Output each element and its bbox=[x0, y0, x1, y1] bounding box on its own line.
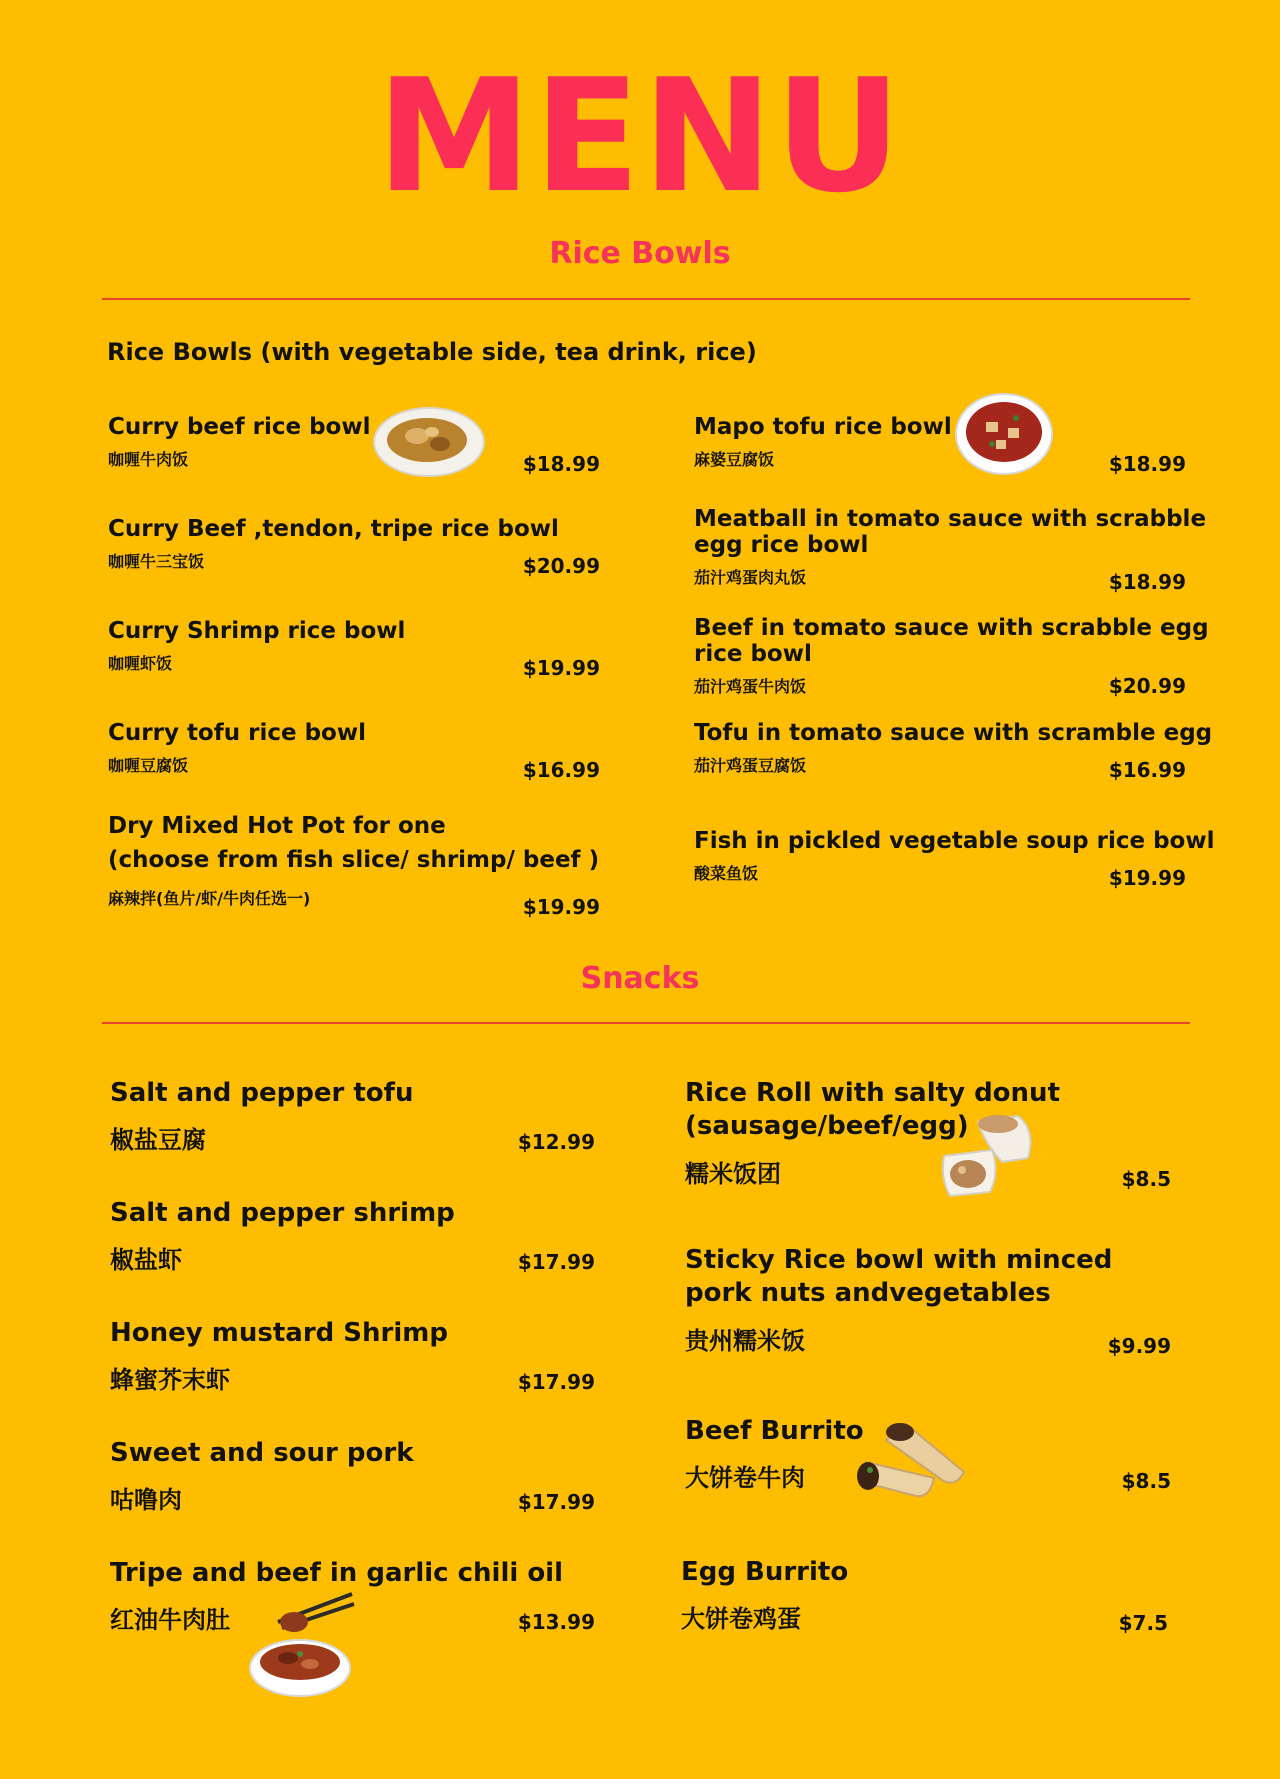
item-price: $12.99 bbox=[517, 1130, 595, 1154]
menu-item bbox=[108, 619, 405, 674]
rice-roll-image bbox=[940, 1112, 1040, 1198]
item-name-chinese: 红油牛肉肚 bbox=[110, 1606, 230, 1635]
item-name-chinese: 茄汁鸡蛋豆腐饭 bbox=[694, 755, 807, 775]
menu-item bbox=[108, 517, 559, 572]
item-price: $17.99 bbox=[517, 1370, 595, 1394]
item-name: Curry Beef ,tendon, tripe rice bowl bbox=[108, 516, 559, 542]
item-price: $17.99 bbox=[517, 1490, 595, 1514]
menu-item bbox=[685, 1415, 864, 1493]
menu-item bbox=[685, 1244, 1112, 1356]
item-price: $16.99 bbox=[522, 758, 600, 782]
item-price: $20.99 bbox=[1108, 674, 1186, 698]
item-name-chinese: 咖喱牛三宝饭 bbox=[108, 551, 205, 571]
divider bbox=[102, 298, 1190, 300]
item-name-chinese: 咖喱豆腐饭 bbox=[108, 755, 189, 775]
item-name: Beef Burrito bbox=[685, 1416, 864, 1446]
item-price: $8.5 bbox=[1121, 1167, 1171, 1191]
menu-item bbox=[110, 1437, 414, 1515]
item-name-chinese: 大饼卷鸡蛋 bbox=[681, 1605, 801, 1634]
item-price: $19.99 bbox=[1108, 866, 1186, 890]
menu-item bbox=[108, 415, 370, 470]
item-price: $13.99 bbox=[517, 1610, 595, 1634]
menu-item bbox=[681, 1556, 848, 1634]
rice-bowls-subtitle: Rice Bowls (with vegetable side, tea drink, rice) bbox=[107, 338, 757, 366]
item-name: Salt and pepper tofu bbox=[110, 1078, 414, 1108]
beef-burrito-image bbox=[856, 1418, 976, 1510]
item-name-chinese: 麻婆豆腐饭 bbox=[694, 449, 775, 469]
item-name: Egg Burrito bbox=[681, 1557, 849, 1587]
item-name-line2: rice bowl bbox=[694, 640, 812, 667]
item-name-chinese: 贵州糯米饭 bbox=[685, 1326, 805, 1355]
tripe-beef-bowl-image bbox=[248, 1586, 358, 1700]
item-name-line1: Dry Mixed Hot Pot for one bbox=[108, 813, 446, 839]
item-name-chinese: 椒盐豆腐 bbox=[110, 1126, 206, 1155]
menu-item bbox=[108, 721, 366, 776]
menu-item bbox=[110, 1077, 413, 1155]
item-name-chinese: 咖喱虾饭 bbox=[108, 653, 173, 673]
item-name-chinese: 咖喱牛肉饭 bbox=[108, 449, 189, 469]
item-name: Tripe and beef in garlic chili oil bbox=[110, 1558, 564, 1588]
item-name-chinese: 大饼卷牛肉 bbox=[685, 1464, 805, 1493]
item-name: Fish in pickled vegetable soup rice bowl bbox=[694, 828, 1215, 854]
item-name-chinese: 咕噜肉 bbox=[110, 1486, 182, 1515]
mapo-tofu-bowl-image bbox=[954, 392, 1054, 476]
item-price: $18.99 bbox=[522, 452, 600, 476]
item-price: $7.5 bbox=[1118, 1611, 1168, 1635]
item-name: Tofu in tomato sauce with scramble egg bbox=[694, 720, 1213, 746]
item-name-line2: pork nuts andvegetables bbox=[685, 1278, 1051, 1309]
item-name: Honey mustard Shrimp bbox=[110, 1318, 448, 1348]
menu-item bbox=[694, 415, 952, 470]
item-name: Salt and pepper shrimp bbox=[110, 1198, 455, 1228]
item-name-chinese: 麻辣拌(鱼片/虾/牛肉任选一) bbox=[108, 888, 311, 908]
divider bbox=[102, 1022, 1190, 1024]
item-name-chinese: 蜂蜜芥末虾 bbox=[110, 1366, 230, 1395]
item-price: $19.99 bbox=[522, 656, 600, 680]
item-name-chinese: 椒盐虾 bbox=[110, 1246, 182, 1275]
item-name: Sweet and sour pork bbox=[110, 1438, 414, 1468]
item-name: Curry tofu rice bowl bbox=[108, 720, 366, 746]
item-price: $9.99 bbox=[1107, 1334, 1171, 1358]
item-name-line1: Beef in tomato sauce with scrabble egg bbox=[694, 615, 1209, 641]
item-price: $17.99 bbox=[517, 1250, 595, 1274]
item-price: $19.99 bbox=[522, 895, 600, 919]
menu-title: MENU bbox=[376, 45, 904, 227]
item-name-chinese: 茄汁鸡蛋肉丸饭 bbox=[694, 567, 807, 587]
menu-item bbox=[110, 1317, 448, 1395]
item-name-line1: Rice Roll with salty donut bbox=[685, 1078, 1060, 1108]
section-title-rice-bowls: Rice Bowls bbox=[549, 236, 731, 271]
item-name-chinese: 糯米饭团 bbox=[685, 1159, 781, 1188]
item-name: Mapo tofu rice bowl bbox=[694, 414, 952, 440]
item-price: $18.99 bbox=[1108, 452, 1186, 476]
item-name-line1: Meatball in tomato sauce with scrabble bbox=[694, 506, 1207, 532]
item-price: $8.5 bbox=[1121, 1469, 1171, 1493]
item-price: $18.99 bbox=[1108, 570, 1186, 594]
item-name: Curry Shrimp rice bowl bbox=[108, 618, 406, 644]
item-name-line2: egg rice bowl bbox=[694, 531, 869, 558]
item-price: $20.99 bbox=[522, 554, 600, 578]
curry-beef-bowl-image bbox=[372, 402, 486, 478]
item-name-line1: Sticky Rice bowl with minced bbox=[685, 1245, 1113, 1275]
item-name-chinese: 酸菜鱼饭 bbox=[694, 863, 759, 883]
item-name-line2: (choose from fish slice/ shrimp/ beef ) bbox=[108, 846, 600, 873]
item-name-line2: (sausage/beef/egg) bbox=[685, 1111, 969, 1142]
item-name: Curry beef rice bowl bbox=[108, 414, 371, 440]
item-name-chinese: 茄汁鸡蛋牛肉饭 bbox=[694, 676, 807, 696]
menu-item bbox=[110, 1197, 455, 1275]
section-title-snacks: Snacks bbox=[580, 961, 700, 996]
item-price: $16.99 bbox=[1108, 758, 1186, 782]
